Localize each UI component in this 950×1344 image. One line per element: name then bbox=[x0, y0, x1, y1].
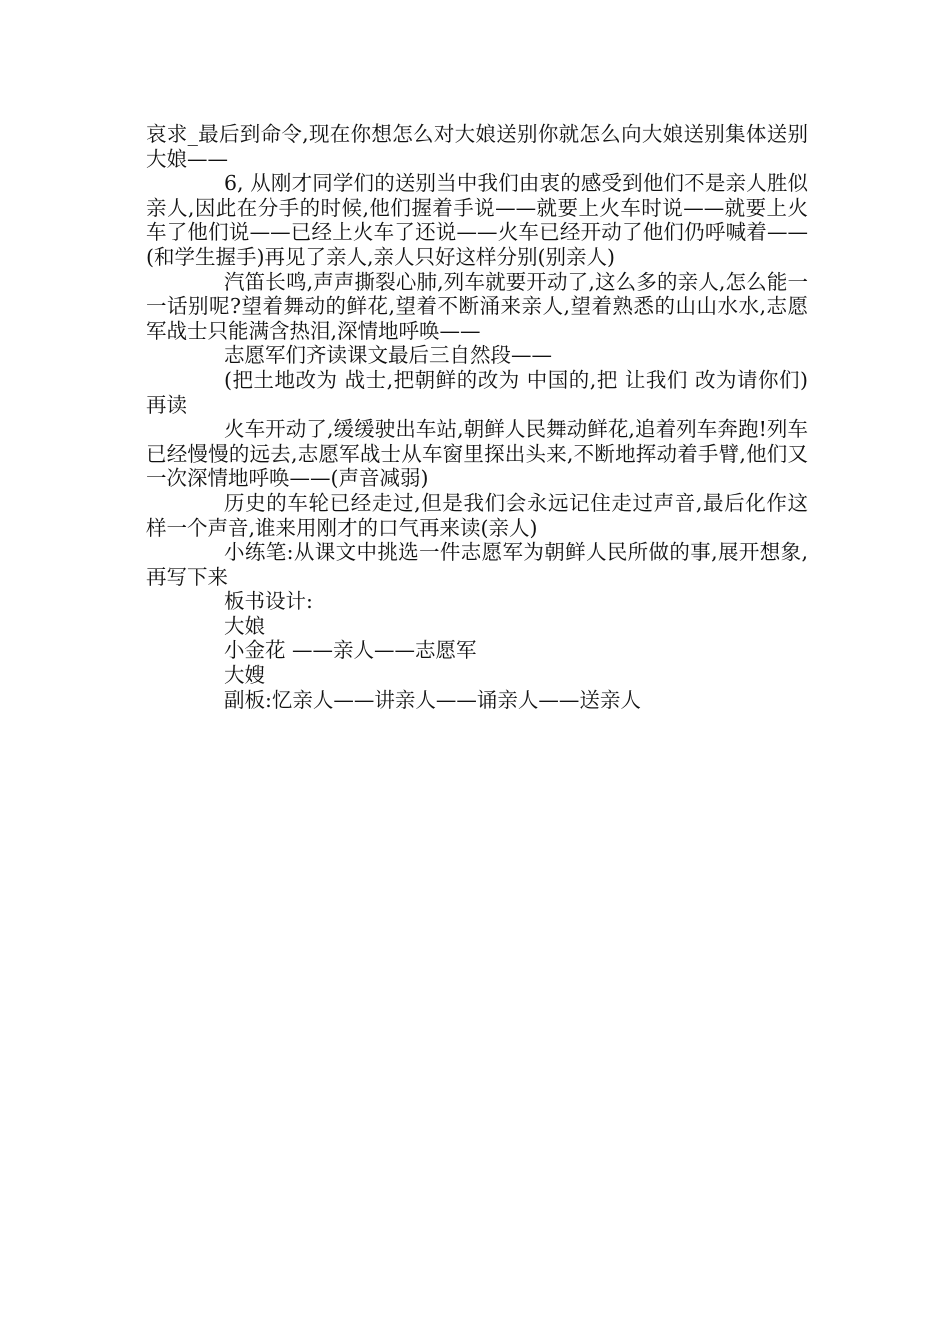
paragraph-writing-exercise: 小练笔:从课文中挑选一件志愿军为朝鲜人民所做的事,展开想象,再写下来 bbox=[146, 540, 808, 589]
document-page bbox=[146, 122, 808, 712]
board-design-title: 板书设计: bbox=[224, 589, 313, 614]
paragraph-farewell-intro: 哀求_最后到命令,现在你想怎么对大娘送别你就怎么向大娘送别集体送别大娘—— bbox=[146, 122, 808, 171]
board-line-daniang: 大娘 bbox=[224, 613, 265, 638]
paragraph-history-wheel: 历史的车轮已经走过,但是我们会永远记住走过声音,最后化作这样一个声音,谁来用刚才的口气再来读(亲人) bbox=[146, 490, 808, 540]
paragraph-group-reading: 志愿军们齐读课文最后三自然段—— bbox=[224, 343, 552, 368]
board-line-dasao: 大嫂 bbox=[224, 663, 265, 688]
board-line-secondary: 副板:忆亲人——讲亲人——诵亲人——送亲人 bbox=[224, 687, 641, 712]
paragraph-reread-instruction: (把土地改为 战士,把朝鲜的改为 中国的,把 让我们 改为请你们)再读 bbox=[146, 367, 808, 417]
paragraph-train-departs: 火车开动了,缓缓驶出车站,朝鲜人民舞动鲜花,追着列车奔跑!列车已经慢慢的远去,志愿军战士从车窗里探出头来,不断地挥动着手臂,他们又一次深情地呼唤——(声音减弱) bbox=[146, 417, 808, 491]
board-design bbox=[146, 589, 808, 712]
board-line-xiaojinhua: 小金花 ——亲人——志愿军 bbox=[224, 638, 477, 663]
paragraph-step-6: 6, 从刚才同学们的送别当中我们由衷的感受到他们不是亲人胜似亲人,因此在分手的时候,他们握着手说——就要上火车时说——就要上火车了他们说——已经上火车了还说——火车已经开动了他们仍呼喊着——(和学生握手)再见了亲人,亲人只好这样分别(别亲人) bbox=[146, 171, 808, 269]
paragraph-whistle: 汽笛长鸣,声声撕裂心肺,列车就要开动了,这么多的亲人,怎么能一一话别呢?望着舞动的鲜花,望着不断涌来亲人,望着熟悉的山山水水,志愿军战士只能满含热泪,深情地呼唤—— bbox=[146, 269, 808, 343]
